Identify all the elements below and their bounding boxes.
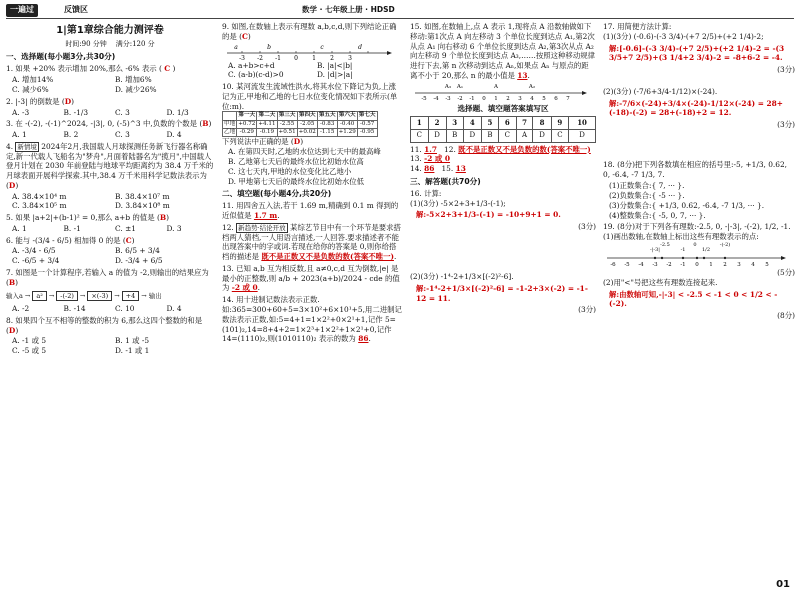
question-7: 7. 如图是一个计算程序,若输入 a 的值为 -2,则输出的结果应为 (B) 输入a → a² → -(-2) → ×(-3) → +4 → 输出 A. -2 B. -14 C. 10 D. 4 xyxy=(6,268,214,314)
svg-text:2: 2 xyxy=(723,262,727,269)
section-1-title: 一、选择题(每小题3分,共30分) xyxy=(6,52,116,62)
svg-text:A₁: A₁ xyxy=(456,83,464,90)
question-17: 17. 用简便方法计算: (1)(3分) (-0.6)-(-3 3/4)-(+7 2/5)+(+2 1/4)-2; 解:[-0.6]-(-3 3/4)-(+7 2/5)+(+2 1/4)-2 = -(3 3/5+7 2/5)+(3 1/4+2 3/4)-2 = -8+6-2 = -4. (3分) (2)(3分) (-7/6+3/4-1/12)×(-24). 解:-7/6×(-24)+3/4×(-24)-1/12×(-24) = 28+(-18)-(-2) = 28+(-18)+2 = 12. (3分) xyxy=(603,22,795,130)
svg-text:0: 0 xyxy=(482,95,486,101)
svg-text:A: A xyxy=(494,83,498,90)
question-9: 9. 如图,在数轴上表示有理数 a,b,c,d,则下列结论正确的是 (C) -3 -2 -1 0 1 2 3 a b c d A. a+b>c+d B. |a|<|b| C. (a-b)(c-d)>0 D. |d|>|a| xyxy=(222,22,397,80)
column-2 xyxy=(222,22,402,346)
question-5: 5. 如果 |a+2|+(b-1)² = 0,那么 a+b 的值是 (B) A. 1 B. -1 C. ±1 D. 3 xyxy=(6,213,182,233)
svg-text:-2.5: -2.5 xyxy=(660,242,670,249)
question-2: 2. |-3| 的倒数是 (D) A. -3 B. -1/3 C. 3 D. 1/3 xyxy=(6,96,189,117)
svg-text:-|-3|: -|-3| xyxy=(650,247,660,254)
column-1 xyxy=(6,22,214,358)
svg-text:-1: -1 xyxy=(680,262,686,269)
column-4 xyxy=(603,22,795,323)
svg-text:-3: -3 xyxy=(239,54,245,60)
svg-text:5: 5 xyxy=(765,262,769,269)
svg-text:2: 2 xyxy=(506,95,510,101)
svg-text:1: 1 xyxy=(494,95,498,101)
brand-label: 一遍过 xyxy=(6,4,38,17)
svg-text:-1: -1 xyxy=(680,247,686,254)
svg-text:4: 4 xyxy=(751,262,755,269)
answer-grid: 1 2 3 4 5 6 7 8 9 10 C D B D B C A D C D xyxy=(410,116,596,143)
svg-text:6: 6 xyxy=(554,95,558,101)
svg-text:-3: -3 xyxy=(445,95,451,101)
brand-section: 反馈区 xyxy=(64,5,88,14)
svg-text:A₂: A₂ xyxy=(528,83,536,90)
subject-label: 数学 · 七年级上册 · HDSD xyxy=(302,5,395,14)
svg-text:a: a xyxy=(234,43,238,51)
water-level-table: 第一天 第二天 第三天 第四天 第五天 第六天 第七天 甲地 +0.72 +4.11 -2.55 -2.05 -0.83 -0.40 -0.57 乙地 -0.29 -0.19 +0.51 +0.02 -1.15 +1.29 -0.95 xyxy=(224,112,376,136)
section-3-title: 三、解答题(共70分) xyxy=(410,176,481,186)
question-8: 8. 如果四个互不相等的整数的积为 6,那么这四个整数的和是 (D) A. -1 或 5 B. 1 或 -5 C. -5 或 5 D. -1 或 1 xyxy=(6,315,203,356)
question-1: 1. 如果 +20% 表示增加 20%,那么 -6% 表示 ( C ) A. 增加14% B. 增加6% C. 减少6% D. 减少26% xyxy=(6,64,176,94)
svg-text:-2: -2 xyxy=(457,95,463,101)
question-6: 6. 能与 -(3/4 - 6/5) 相加得 0 的是 (C) A. -3/4 - 6/5 B. 6/5 + 3/4 C. -6/5 + 3/4 D. -3/4 + 6/5 xyxy=(6,235,163,266)
fill-answers: 11. 1.7 12. 既不是正数又不是负数的数(答案不唯一) 13. -2 或 0 14. 86 15. 13 xyxy=(410,144,591,174)
section-2-title: 二、填空题(每小题4分,共20分) xyxy=(222,189,332,199)
header-bar xyxy=(6,4,794,19)
question-15: 15. 如图,在数轴上,点 A 表示 1,现将点 A 沿数轴做如下移动:第1次点 A 向左移动 3 个单位长度到达点 A₁,第2次从点 A₁ 向右移动 6 个单位长度到达点 A₂,第3次从点 A₂ 向左移动 9 个单位长度到达点 A₃,……按照这种移动规律进行下去,第 n 次移动到达点 Aₙ,如果点 Aₙ 与原点的距离不小于 20,那么 n 的最小值是 13. -5 -4 -3 -2 -1 0 1 2 3 4 5 6 7 A₃ A₁ A A₂ xyxy=(410,22,595,101)
column-3 xyxy=(410,22,596,317)
svg-text:0: 0 xyxy=(294,54,298,60)
question-13: 13. 已知 a,b 互为相反数,且 a≠0,c,d 互为倒数,|e| 是最小的正整数,则 a/b + 2023(a+b)/2024 - cde 的值为 -2 或 0. xyxy=(222,263,400,293)
page-title: 1|第1章综合能力测评卷 xyxy=(56,25,164,36)
program-flowchart: 输入a → a² → -(-2) → ×(-3) → +4 → 输出 xyxy=(6,291,162,300)
svg-text:3: 3 xyxy=(737,262,741,269)
question-19: 19. (8分)对于下列各有理数:-2.5, 0, -|-3|, -(-2), 1/2, -1. (1)画出数轴,在数轴上标出这些有理数表示的点: -6 -5 -4 -3 -2 -1 0 1 2 3 4 5 -|-3| -2.5 -1 0 1/2 -(-2) (5分) (2)用"<"号把这些有理数连接起来. 解:由数轴可知,-|-3| < -2.5 < -1 < 0 < 1/2 < -(-2). (8分) xyxy=(603,222,795,321)
svg-text:-4: -4 xyxy=(433,95,439,101)
svg-text:5: 5 xyxy=(542,95,546,101)
page-number: 01 xyxy=(776,578,790,590)
svg-text:-5: -5 xyxy=(421,95,427,101)
svg-text:7: 7 xyxy=(566,95,570,101)
svg-text:-(-2): -(-2) xyxy=(719,242,731,249)
question-18: 18. (8分)把下列各数填在相应的括号里:-5, +1/3, 0.62, 0, -6.4, -7 1/3, 7. (1)正数集合:{ 7, ··· }. (2)负数集合:{ -5 ··· }. (3)分数集合:{ +1/3, 0.62, -6.4, -7 1/3, ··· }. (4)整数集合:{ -5, 0, 7, ··· }. xyxy=(603,159,788,220)
svg-text:b: b xyxy=(267,43,271,51)
number-line-figure-15 xyxy=(410,81,590,101)
svg-text:3: 3 xyxy=(518,95,522,101)
svg-text:-5: -5 xyxy=(624,262,630,269)
svg-text:1/2: 1/2 xyxy=(701,247,711,254)
exam-meta: 时间:90 分钟 满分:120 分 xyxy=(65,40,155,49)
svg-text:3: 3 xyxy=(348,54,352,60)
question-11: 11. 用四舍五入法,若干 1.69 m,精确到 0.1 m 得到的近似值是 1.7 m. xyxy=(222,201,399,221)
svg-text:d: d xyxy=(358,43,362,51)
svg-text:0: 0 xyxy=(695,262,699,269)
answer-grid-title: 选择题、填空题答案填写区 xyxy=(457,103,549,113)
svg-text:0: 0 xyxy=(693,242,697,249)
svg-text:4: 4 xyxy=(530,95,534,101)
svg-text:c: c xyxy=(320,43,324,51)
question-16: 16. 计算: (1)(3分) -5×2+3+1/3-(-1); 解:-5×2+3+1/3-(-1) = -10+9+1 = 0. (3分) (2)(3分) -1⁴-2+1/3×[(-2)²-6]. 解:-1⁴-2+1/3×[(-2)²-6] = -1-2+3×(-2) = -1-12 = 11. (3分) xyxy=(410,188,596,315)
question-14: 14. 用十进制记数法表示正数.如:365=300+60+5=3×10²+6×10¹+5,用二进制记数法表示正数,如:5=4+1=1×2²+0×2¹+1,记作 5=(101)₂,14=8+4+2=1×2³+1×2²+1×2¹+0,记作 14=(1110)₂,则(1010110)₂ 表示的数为 86. xyxy=(222,295,402,344)
svg-text:A₃: A₃ xyxy=(444,83,452,90)
question-12: 12. 新趋势·结论开放 某综艺节目中有一个环节是要求搭档两人猜档,一人用语言描述,一人回答.要求描述者不能出现答案中的字或词.若现在给你的答案是 0,则你给搭档的描述是 既不是正数又不是负数的数(答案不唯一). xyxy=(222,222,401,262)
number-line-figure xyxy=(222,42,392,60)
question-10: 10. 某河流发生流域性洪水,将其水位下降记为负,上涨记为正,甲地和乙地的七日水位变化情况如下表所示(单位:m). 第一天 第二天 第三天 第四天 第五天 第六天 第七天 甲地 +0.72 +4.11 -2.55 -2.05 -0.83 -0.40 -0.57 乙地 -0.29 -0.19 +0.51 +0.02 -1.15 +1.29 -0.95 下列说法中正确的是 (D) A. 在第四天时,乙地的水位达到七天中的最高峰 B. 乙地第七天后的最终水位比初始水位高 C. 这七天内,甲地的水位变化比乙地小 D. 甲地第七天后的最终水位比初始水位低 xyxy=(222,82,398,186)
svg-text:2: 2 xyxy=(330,54,334,60)
svg-text:-1: -1 xyxy=(469,95,475,101)
svg-text:-6: -6 xyxy=(610,262,616,269)
svg-text:-1: -1 xyxy=(275,54,281,60)
svg-text:1: 1 xyxy=(709,262,713,269)
svg-text:-3: -3 xyxy=(652,262,658,269)
number-line-figure-19 xyxy=(603,242,788,268)
question-3: 3. 在 -(-2), -(-1)^2024, -|3|, 0, (-5)^3 中,负数的个数是 (B) A. 1 B. 2 C. 3 D. 4 xyxy=(6,119,212,140)
svg-text:-4: -4 xyxy=(638,262,644,269)
question-4: 4. 新情境 2024年2月,我国载人月球探测任务新飞行器名称确定,新一代载人飞船名为"梦舟",月面着陆器名为"揽月",中国载人登月计划在 2030 年前登陆与地球平均距离约为 38.4 万千米的月球表面开展科学探索.其中,38.4 万千米用科学记数法表示为 (D) A. 38.4×10⁴ m B. 38.4×10⁷ m C. 3.84×10⁵ m D. 3.84×10⁸ m xyxy=(6,141,214,211)
svg-text:1: 1 xyxy=(312,54,316,60)
svg-text:-2: -2 xyxy=(666,262,672,269)
svg-text:-2: -2 xyxy=(257,54,263,60)
